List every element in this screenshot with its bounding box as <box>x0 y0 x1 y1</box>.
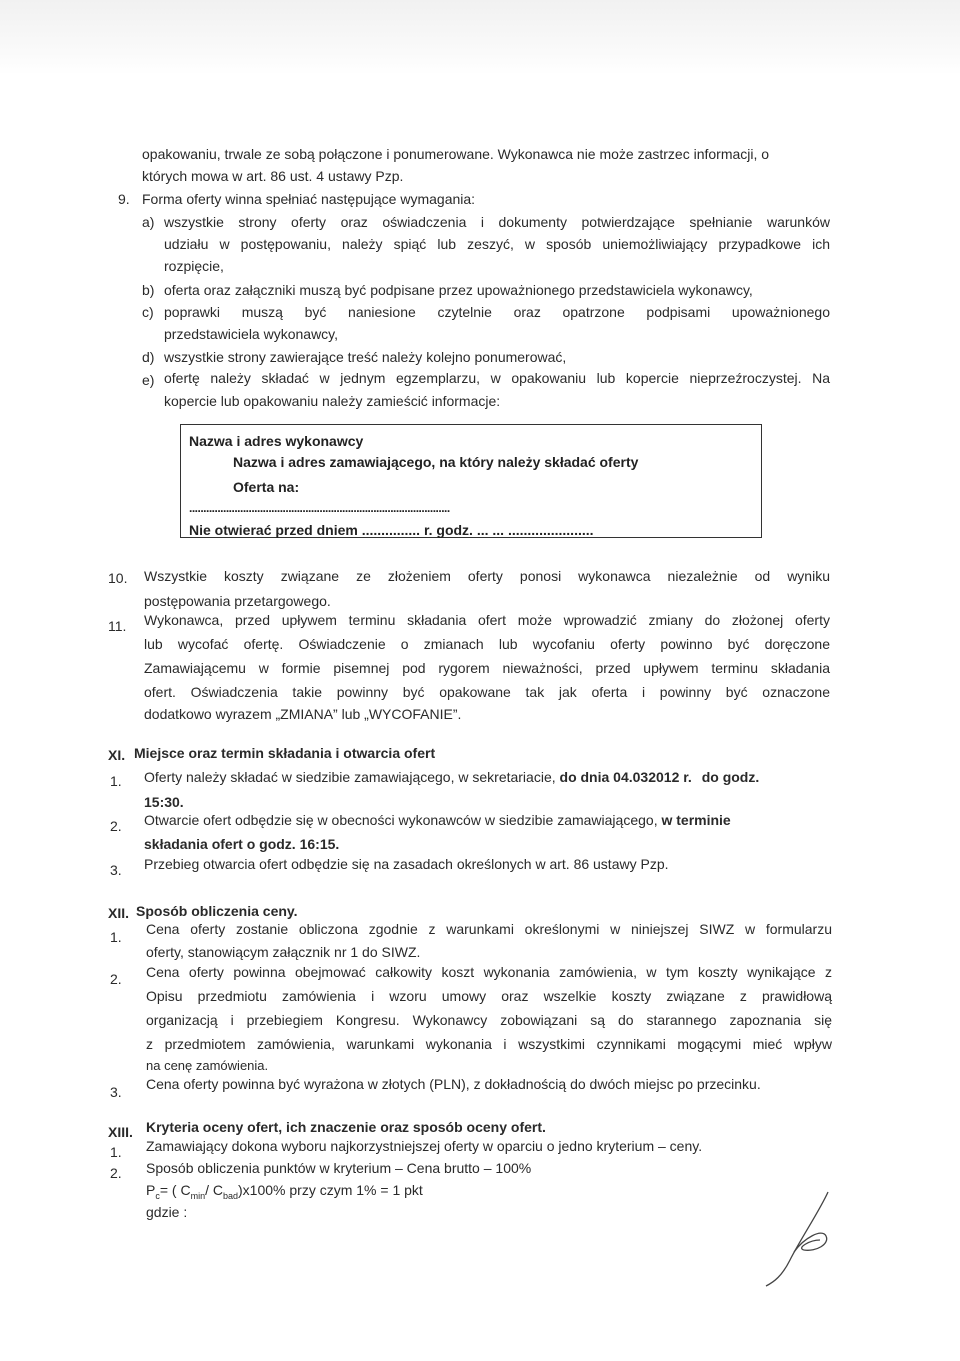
formula-where: gdzie : <box>146 1204 188 1220</box>
formula-p: P <box>146 1182 156 1198</box>
envelope-client: Nazwa i adres zamawiającego, na który należy składać oferty <box>233 454 639 470</box>
item-9a-marker: a) <box>142 214 155 230</box>
item-9a-line-1: wszystkie strony oferty oraz oświadczenia i dokumenty potwierdzające spełnianie warunków <box>164 214 830 230</box>
price-formula <box>146 1181 423 1205</box>
section-xii-p2-line-2: Opisu przedmiotu zamówienia i wzoru umowy oraz wszelkie koszty związane z prawidłową <box>146 988 832 1004</box>
section-xi-p1-hour-label: do godz. <box>701 769 760 785</box>
section-xiii-number: XIII. <box>108 1124 133 1140</box>
section-xii-p1-line-1: Cena oferty zostanie obliczona zgodnie z warunkami określonymi w niniejszej SIWZ w formularzu <box>146 921 832 937</box>
item-9-intro: Forma oferty winna spełniać następujące wymagania: <box>142 191 476 207</box>
item-9e-marker: e) <box>142 372 155 388</box>
item-9c-line-1: poprawki muszą być naniesione czytelnie oraz opatrzone podpisami upoważnionego <box>164 304 830 320</box>
continuation-line-1: opakowaniu, trwale ze sobą połączone i ponumerowane. Wykonawca nie może zastrzec informacji, o <box>142 146 770 162</box>
section-xiii-p1-text: Zamawiający dokona wyboru najkorzystniejszej oferty w oparciu o jedno kryterium – ceny. <box>146 1138 703 1154</box>
formula-bad-sub: bad <box>222 1190 239 1201</box>
item-9e-line-2: kopercie lub opakowaniu należy zamieścić informacje: <box>164 393 501 409</box>
item-9d-line-1: wszystkie strony zawierające treść należy kolejno ponumerować, <box>164 349 567 365</box>
item-9b-line-1: oferta oraz załączniki muszą być podpisane przez upoważnionego przedstawiciela wykonawcy, <box>164 282 753 298</box>
item-11-line-4: ofert. Oświadczenia takie powinny być opakowane tak jak oferta i powinny być oznaczone <box>144 684 830 700</box>
item-10-number: 10. <box>108 570 128 586</box>
section-xiii-title: Kryteria oceny ofert, ich znaczenie oraz sposób oceny ofert. <box>146 1119 546 1135</box>
section-xi-p2-number: 2. <box>110 818 122 834</box>
section-xiii-p1-number: 1. <box>110 1144 122 1160</box>
section-xii-p3-number: 3. <box>110 1084 122 1100</box>
formula-min-sub: min <box>190 1190 206 1201</box>
section-xii-p2-line-1: Cena oferty powinna obejmować całkowity koszt wykonania zamówienia, w tym koszty wynikające z <box>146 964 832 980</box>
section-xi-p1-date: do dnia 04.032012 r. <box>559 769 692 785</box>
item-9d-marker: d) <box>142 349 155 365</box>
section-xi-p2-time: składania ofert o godz. 16:15. <box>144 836 340 852</box>
section-xii-p1-number: 1. <box>110 929 122 945</box>
item-11-line-3: Zamawiającemu w formie pisemnej pod rygorem nieważności, przed upływem terminu składania <box>144 660 830 676</box>
scan-top-shade <box>0 0 960 75</box>
item-9e-line-1: ofertę należy składać w jednym egzemplarzu, w opakowaniu lub kopercie nieprzeźroczystej. Na <box>164 370 830 386</box>
envelope-offer: Oferta na: <box>233 479 300 495</box>
item-9-number: 9. <box>118 191 130 207</box>
section-xii-title: Sposób obliczenia ceny. <box>136 903 298 919</box>
item-9b-marker: b) <box>142 282 155 298</box>
formula-eq: = ( C <box>159 1182 191 1198</box>
formula-slash: / C <box>205 1182 223 1198</box>
section-xi-title: Miejsce oraz termin składania i otwarcia ofert <box>134 745 436 761</box>
item-11-number: 11. <box>108 618 127 634</box>
section-xiii-p2-text: Sposób obliczenia punktów w kryterium – Cena brutto – 100% <box>146 1160 532 1176</box>
section-xii-p2-line-3: organizacją i przebiegiem Kongresu. Wykonawcy zobowiązani są do starannego zapoznania się <box>146 1012 832 1028</box>
section-xi-p2-text: Otwarcie ofert odbędzie się w obecności wykonawców w siedzibie zamawiającego, <box>144 812 658 828</box>
section-xii-p2-line-5: na cenę zamówienia. <box>146 1058 269 1073</box>
item-11-line-1: Wykonawca, przed upływem terminu składania ofert może wprowadzić zmiany do złożonej oferty <box>144 612 830 628</box>
section-xii-p2-line-4: z przedmiotem zamówienia, warunkami wykonania i wszystkimi czynnikami mogącymi mieć wpływ <box>146 1036 832 1052</box>
section-xii-p2-number: 2. <box>110 971 122 987</box>
handwritten-initials <box>760 1190 840 1290</box>
item-10-line-2: postępowania przetargowego. <box>144 593 331 609</box>
section-xii-p1-line-2: oferty, stanowiącym załącznik nr 1 do SIWZ. <box>146 944 421 960</box>
section-xi-p2-line <box>144 811 731 829</box>
envelope-contractor: Nazwa i adres wykonawcy <box>189 433 364 449</box>
section-xii-number: XII. <box>108 905 130 921</box>
item-9c-line-2: przedstawiciela wykonawcy, <box>164 326 339 342</box>
envelope-dots: ............................................................................................ <box>189 501 450 515</box>
section-xi-p1-hour: 15:30. <box>144 794 184 810</box>
section-xi-p2-bold: w terminie <box>661 812 731 828</box>
section-xi-p1-line <box>144 768 759 786</box>
section-xiii-p2-number: 2. <box>110 1165 122 1181</box>
section-xi-number: XI. <box>108 747 126 763</box>
item-11-line-5: dodatkowo wyrazem „ZMIANA” lub „WYCOFANIE”. <box>144 706 462 722</box>
continuation-line-2: których mowa w art. 86 ust. 4 ustawy Pzp. <box>142 168 404 184</box>
formula-p-sub: c <box>155 1190 160 1201</box>
item-11-line-2: lub wycofać ofertę. Oświadczenie o zmianach lub wycofaniu oferty powinno być doręczone <box>144 636 830 652</box>
envelope-do-not-open: Nie otwierać przed dniem ............... r. godz. ... ... ...................... <box>189 522 594 538</box>
section-xii-p3-text: Cena oferty powinna być wyrażona w złotych (PLN), z dokładnością do dwóch miejsc po przecinku. <box>146 1076 761 1092</box>
section-xi-p1-text: Oferty należy składać w siedzibie zamawiającego, w sekretariacie, <box>144 769 556 785</box>
item-9c-marker: c) <box>142 304 154 320</box>
item-9a-line-2: udziału w postępowaniu, należy spiąć lub zeszyć, w sposób uniemożliwiający przypadkowe ich <box>164 236 830 252</box>
envelope-label-box <box>180 424 762 538</box>
item-10-line-1: Wszystkie koszty związane ze złożeniem oferty ponosi wykonawca niezależnie od wyniku <box>144 568 830 584</box>
formula-rest: )x100% przy czym 1% = 1 pkt <box>238 1182 423 1198</box>
section-xi-p1-number: 1. <box>110 773 122 789</box>
section-xi-p3-number: 3. <box>110 862 122 878</box>
item-9a-line-3: rozpięcie, <box>164 258 224 274</box>
section-xi-p3-text: Przebieg otwarcia ofert odbędzie się na zasadach określonych w art. 86 ustawy Pzp. <box>144 856 669 872</box>
